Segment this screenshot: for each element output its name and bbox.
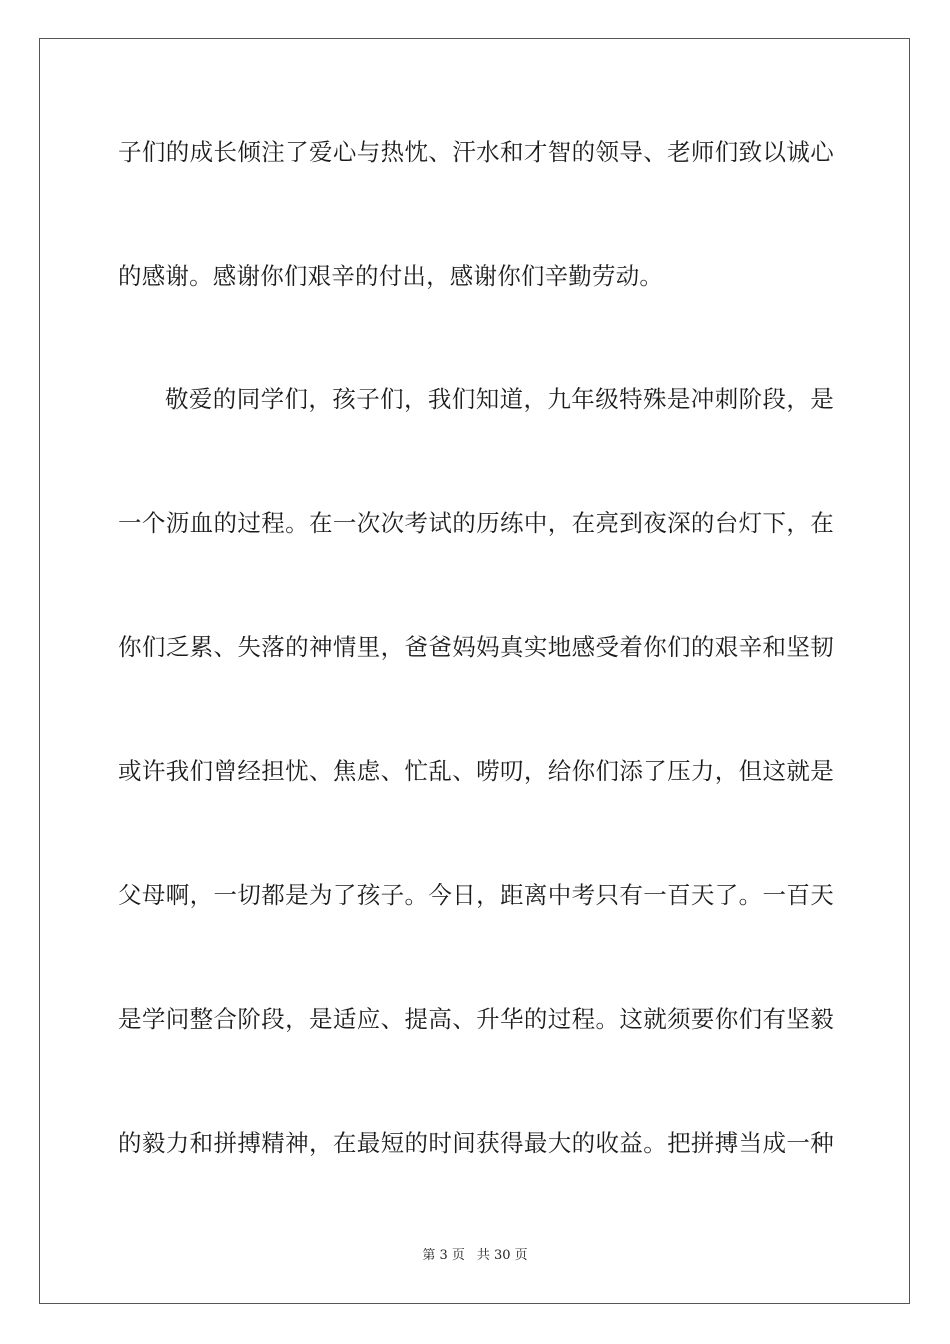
body-line-6: 或许我们曾经担忧、焦虑、忙乱、唠叨，给你们添了压力，但这就是 — [118, 757, 834, 785]
body-line-2: 的感谢。感谢你们艰辛的付出，感谢你们辛勤劳动。 — [118, 262, 664, 290]
body-line-7: 父母啊，一切都是为了孩子。今日，距离中考只有一百天了。一百天 — [118, 881, 834, 909]
body-line-1: 子们的成长倾注了爱心与热忱、汗水和才智的领导、老师们致以诚心 — [118, 138, 834, 166]
body-line-8: 是学问整合阶段，是适应、提高、升华的过程。这就须要你们有坚毅 — [118, 1005, 834, 1033]
page-number: 第 3 页 — [422, 1248, 465, 1263]
page-total: 共 30 页 — [476, 1248, 528, 1263]
body-line-9: 的毅力和拼搏精神，在最短的时间获得最大的收益。把拼搏当成一种 — [118, 1129, 834, 1157]
body-line-5: 你们乏累、失落的神情里，爸爸妈妈真实地感受着你们的艰辛和坚韧 — [118, 633, 834, 661]
body-line-4: 一个沥血的过程。在一次次考试的历练中，在亮到夜深的台灯下，在 — [118, 509, 834, 537]
body-line-3: 敬爱的同学们，孩子们，我们知道，九年级特殊是冲刺阶段，是 — [165, 385, 834, 413]
page-border — [39, 38, 910, 1304]
page-footer — [0, 1247, 950, 1265]
